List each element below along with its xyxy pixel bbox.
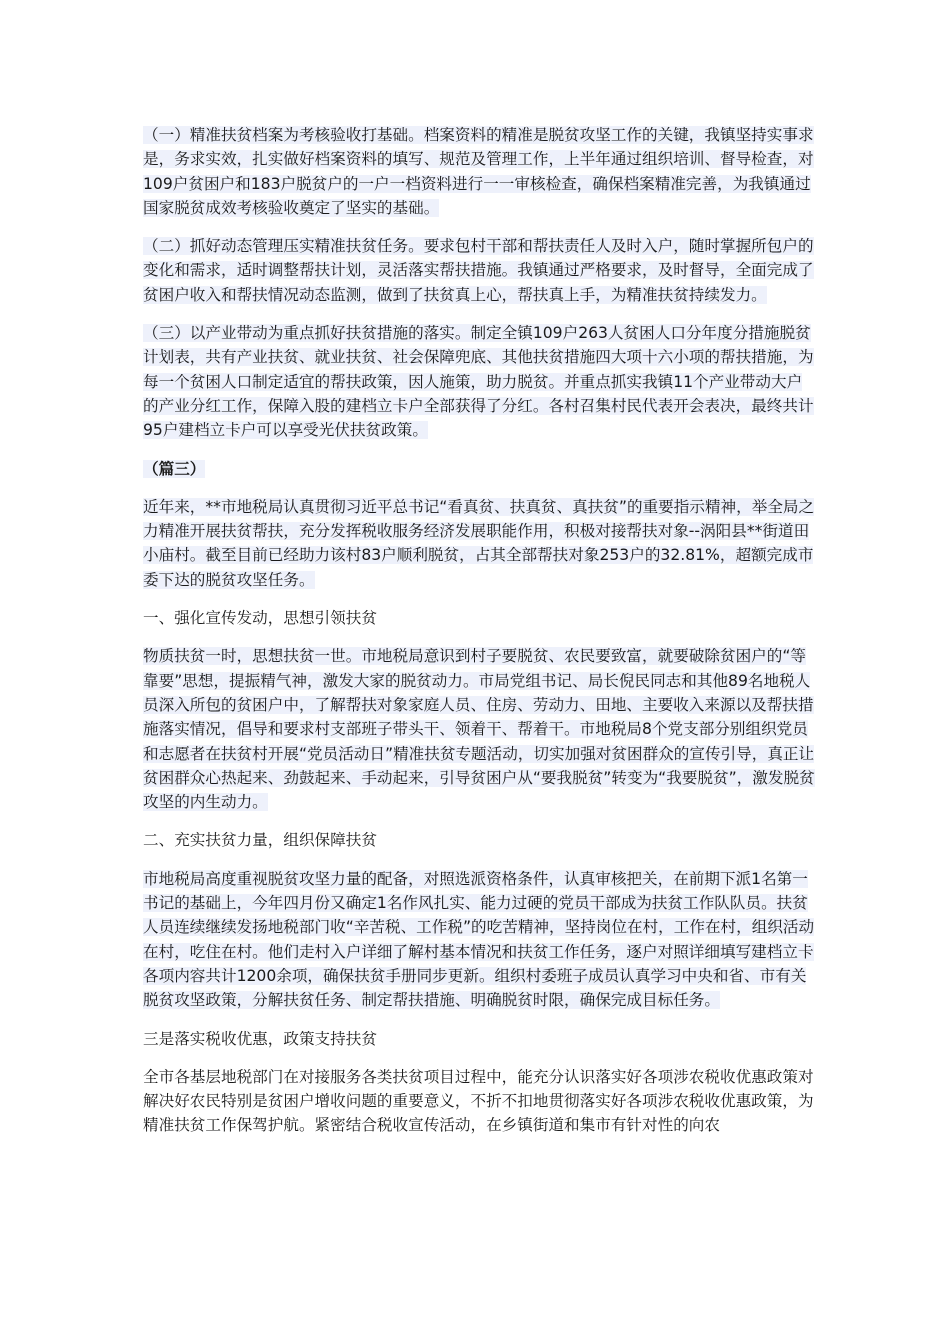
paragraph-text: 全市各基层地税部门在对接服务各类扶贫项目过程中，能充分认识落实好各项涉农税收优惠政策对解决好农民特别是贫困户增收问题的重要意义，不折不扣地贯彻落实好各项涉农税收优惠政策，为精准扶贫工作保驾护航。紧密结合税收宣传活动，在乡镇街道和集市有针对性的向农 xyxy=(143,1067,814,1135)
subheading-text: 一、强化宣传发动，思想引领扶贫 xyxy=(143,609,377,628)
paragraph-text: 市地税局高度重视脱贫攻坚力量的配备，对照选派资格条件，认真审核把关，在前期下派1名第一书记的基础上，今年四月份又确定1名作风扎实、能力过硬的党员干部成为扶贫工作队队员。扶贫人员连续继续发扬地税部门收“辛苦税、工作税”的吃苦精神，坚持岗位在村，工作在村，组织活动在村，吃住在村。他们走村入户详细了解村基本情况和扶贫工作任务，逐户对照详细填写建档立卡各项内容共计1200余项，确保扶贫手册同步更新。组织村委班子成员认真学习中央和省、市有关脱贫攻坚政策，分解扶贫任务、制定帮扶措施、明确脱贫时限，确保完成目标任务。 xyxy=(143,869,815,1010)
paragraph-intro xyxy=(143,495,815,592)
section-heading-part-three xyxy=(143,457,815,481)
paragraph-text: （一）精准扶贫档案为考核验收打基础。档案资料的精准是脱贫攻坚工作的关键，我镇坚持实事求是，务求实效，扎实做好档案资料的填写、规范及管理工作，上半年通过组织培训、督导检查，对109户贫困户和183户脱贫户的一户一档资料进行一一审核检查，确保档案精准完善，为我镇通过国家脱贫成效考核验收奠定了坚实的基础。 xyxy=(143,126,814,217)
paragraph-text: （二）抓好动态管理压实精准扶贫任务。要求包村干部和帮扶责任人及时入户，随时掌握所包户的变化和需求，适时调整帮扶计划，灵活落实帮扶措施。我镇通过严格要求，及时督导，全面完成了贫困户收入和帮扶情况动态监测，做到了扶贫真上心，帮扶真上手，为精准扶贫持续发力。 xyxy=(143,237,814,304)
heading-text: （篇三） xyxy=(143,459,206,478)
paragraph-personnel xyxy=(143,867,815,1013)
paragraph-industry-driven xyxy=(143,321,815,442)
subheading-strength xyxy=(143,828,815,852)
subheading-propaganda xyxy=(143,606,815,630)
paragraph-ideology xyxy=(143,644,815,814)
subheading-text: 二、充实扶贫力量，组织保障扶贫 xyxy=(143,831,377,850)
paragraph-archive-basis xyxy=(143,123,815,220)
subheading-text: 三是落实税收优惠，政策支持扶贫 xyxy=(143,1029,377,1048)
paragraph-dynamic-management xyxy=(143,234,815,307)
paragraph-text: 近年来，**市地税局认真贯彻习近平总书记“看真贫、扶真贫、真扶贫”的重要指示精神，举全局之力精准开展扶贫帮扶，充分发挥税收服务经济发展职能作用，积极对接帮扶对象--涡阳县**街道田小庙村。截至目前已经助力该村83户顺利脱贫，占其全部帮扶对象253户的32.81%，超额完成市委下达的脱贫攻坚任务。 xyxy=(143,497,815,589)
paragraph-text: 物质扶贫一时，思想扶贫一世。市地税局意识到村子要脱贫、农民要致富，就要破除贫困户的“等靠要”思想，提振精气神，激发大家的脱贫动力。市局党组书记、局长倪民同志和其他89名地税人员深入所包的贫困户中，了解帮扶对象家庭人员、住房、劳动力、田地、主要收入来源以及帮扶措施落实情况，倡导和要求村支部班子带头干、领着干、帮着干。市地税局8个党支部分别组织党员和志愿者在扶贫村开展“党员活动日”精准扶贫专题活动，切实加强对贫困群众的宣传引导，真正让贫困群众心热起来、劲鼓起来、手动起来，引导贫困户从“要我脱贫”转变为“我要脱贫”，激发脱贫攻坚的内生动力。 xyxy=(143,647,815,812)
document-page xyxy=(143,123,815,1152)
subheading-tax-policy xyxy=(143,1027,815,1051)
paragraph-tax-benefits xyxy=(143,1065,815,1138)
paragraph-text: （三）以产业带动为重点抓好扶贫措施的落实。制定全镇109户263人贫困人口分年度分措施脱贫计划表，共有产业扶贫、就业扶贫、社会保障兜底、其他扶贫措施四大项十六小项的帮扶措施，为每一个贫困人口制定适宜的帮扶政策，因人施策，助力脱贫。并重点抓实我镇11个产业带动大户的产业分红工作，保障入股的建档立卡户全部获得了分红。各村召集村民代表开会表决，最终共计95户建档立卡户可以享受光伏扶贫政策。 xyxy=(143,324,814,440)
